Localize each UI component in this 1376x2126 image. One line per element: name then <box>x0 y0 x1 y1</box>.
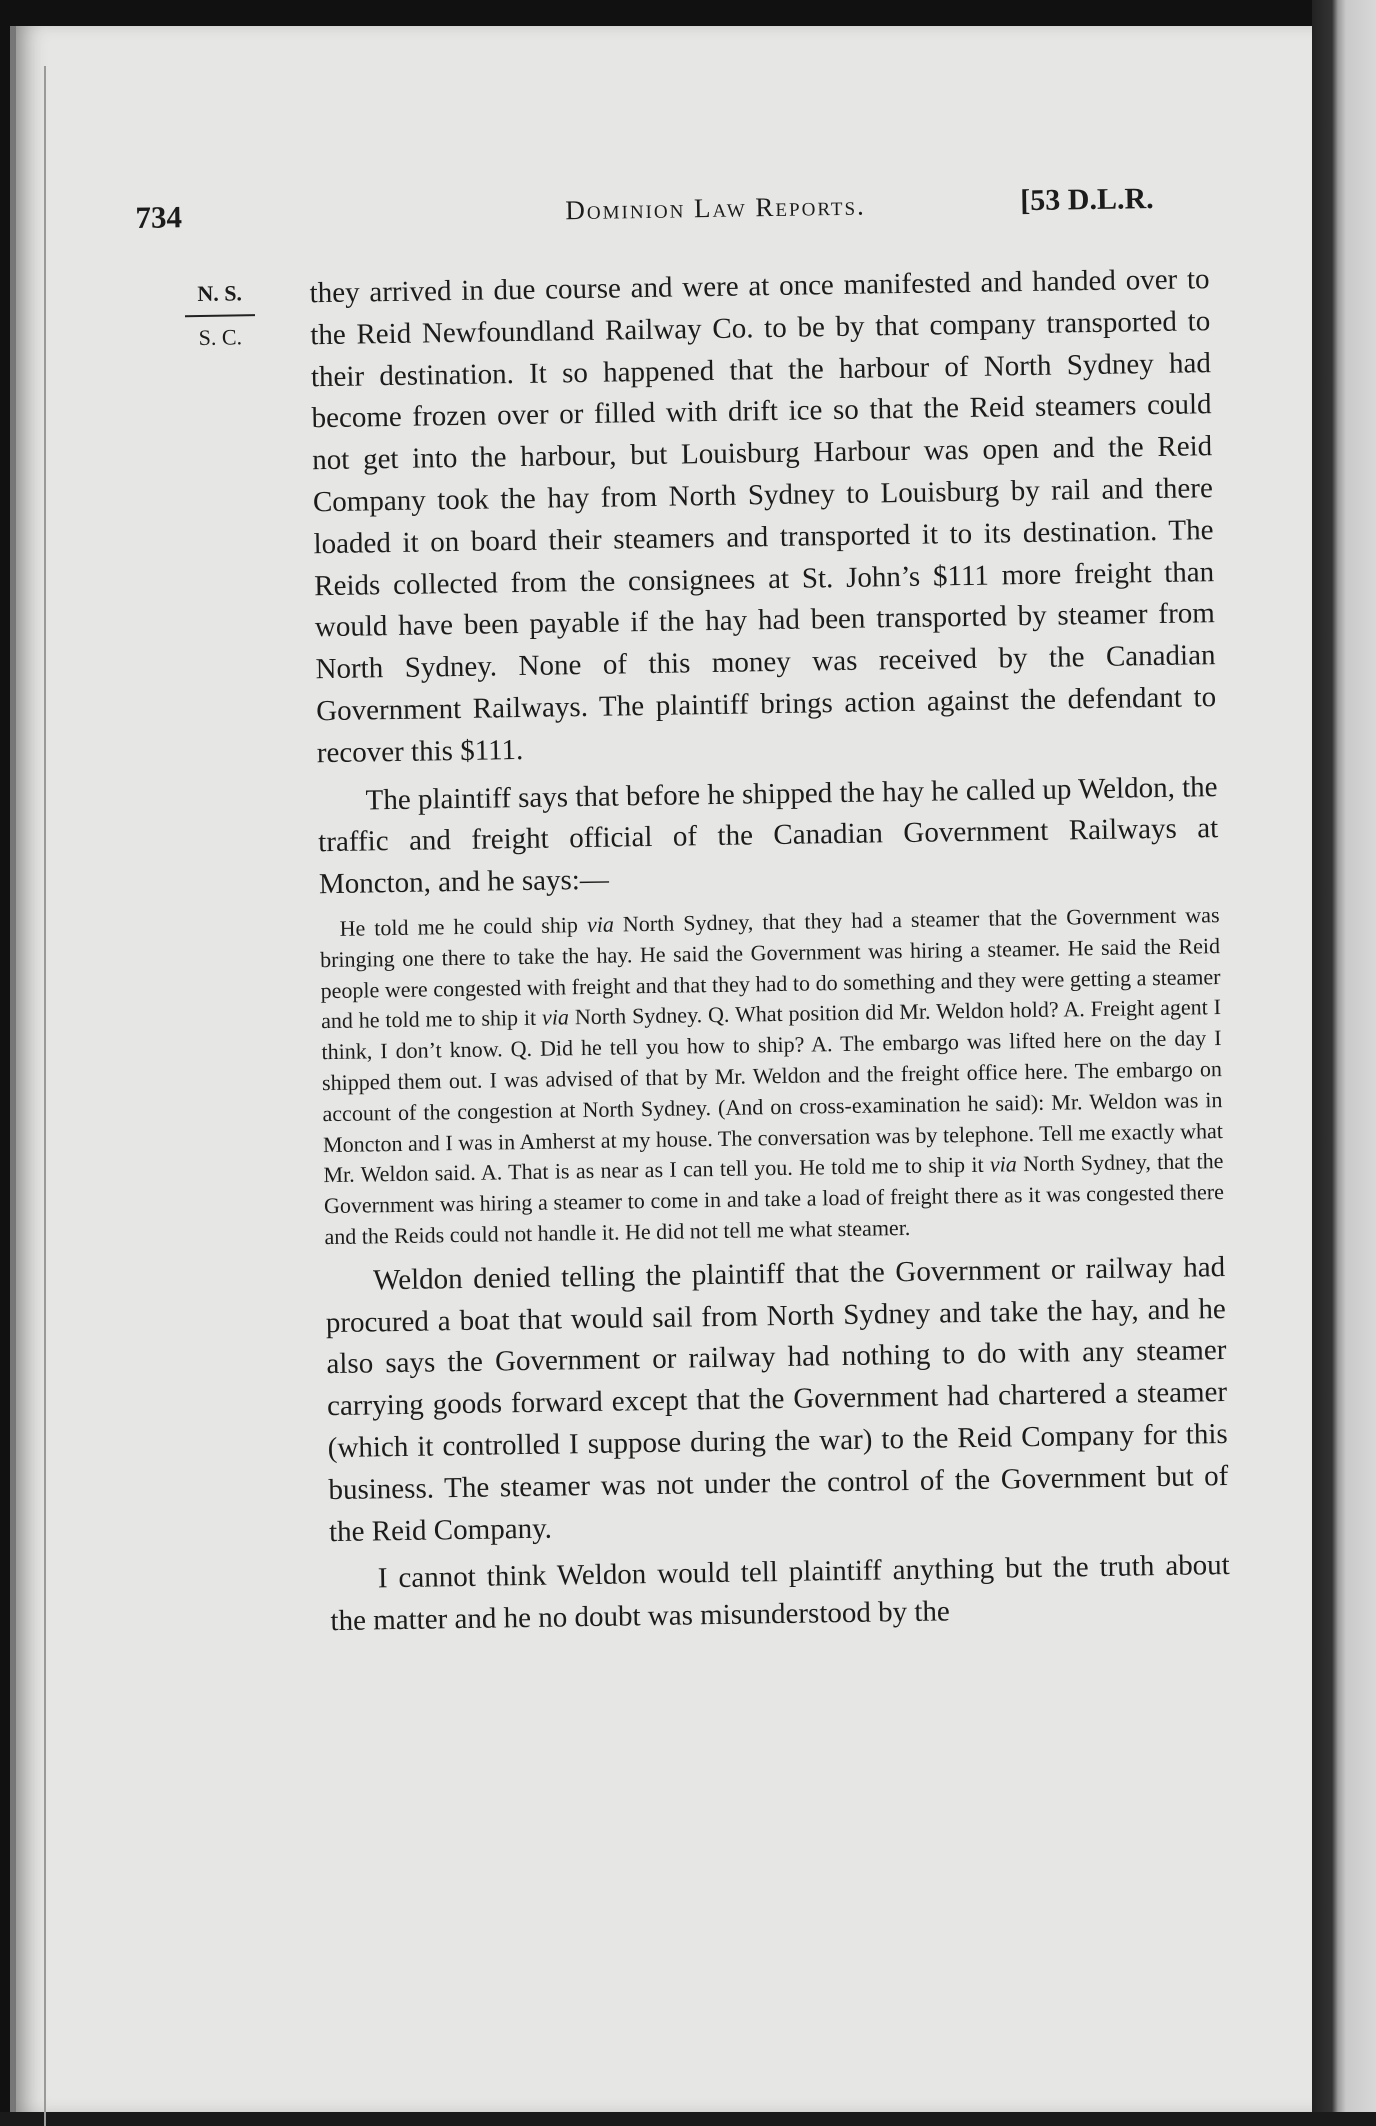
court-province: N. S. <box>184 274 255 317</box>
paragraph-4: I cannot think Weldon would tell plaintiff anything but the truth about the matter and he no doubt was misunderstood by the <box>330 1549 1230 1638</box>
court-margin-note <box>184 274 255 357</box>
quote-segment-3: North Sydney. Q. What position did Mr. Weldon hold? A. Freight agent I think, I don’t know. Q. Did he tell you how to ship? A. The embargo was lifted here on the day I shipped them out. I was advised of that by Mr. Weldon and the freight office here. The embargo on account of the congestion at North Sydney. (And on cross-examination he said): Mr. Weldon was in Moncton and I was in Amherst at my house. The conversation was by telephone. Tell me exactly what Mr. Weldon said. A. That is as near as I can tell you. He told me to ship it <box>321 994 1224 1188</box>
page-content <box>135 173 1238 1646</box>
quote-segment-4: North Sydney, that the Government was hiring a steamer to come in and take a load of freight there as it was congested there and the Reids could not handle it. He did not tell me what steamer. <box>323 1148 1225 1250</box>
running-title: Dominion Law Reports. <box>565 190 866 226</box>
volume-reference: [53 D.L.R. <box>1020 182 1154 218</box>
quote-via-3: via <box>989 1151 1017 1178</box>
quote-segment-1: He told me he could ship <box>339 911 588 941</box>
text-column <box>309 259 1230 1643</box>
court-name: S. C. <box>198 324 243 351</box>
paragraph-2: The plaintiff says that before he shipped the hay he called up Weldon, the traffic and freight official of the Canadian Government Railways at Moncton, and he says:— <box>318 770 1219 901</box>
quote-segment-2: North Sydney, that they had a steamer that the Government was bringing one there to take the hay. He said the Government was hiring a steamer. He said the Reid people were congested with freight and that they had to do something and they were getting a steamer and he told me to ship it <box>319 902 1221 1034</box>
body <box>136 259 1237 1646</box>
quote-via-1: via <box>586 911 615 937</box>
paragraph-1: they arrived in due course and were at once manifested and handed over to the Reid Newfoundland Railway Co. to be by that company transported to their destination. It so happened that the harbour of North Sydney had become frozen over or filled with drift ice so that the Reid steamers could not get into the harbour, but Louisburg Harbour was open and the Reid Company took the hay from North Sydney to Louisburg by rail and there loaded it on board their steamers and transported it to its destination. The Reids collected from the consignees at St. John’s $111 more freight than would have been payable if the hay had been transported by steamer from North Sydney. None of this money was received by the Canadian Government Railways. The plaintiff brings action against the defendant to recover this $111. <box>309 263 1217 769</box>
testimony-quote <box>319 900 1224 1253</box>
binding-shadow-line <box>44 66 46 2126</box>
page-number: 734 <box>135 199 183 235</box>
paragraph-3: Weldon denied telling the plaintiff that the Government or railway had procured a boat that would sail from North Sydney and take the hay, and he also says the Government or railway had nothing to do with any steamer carrying goods forward except that the Government had chartered a steamer (which it controlled I suppose during the war) to the Reid Company for this business. The steamer was not under the control of the Government but of the Reid Company. <box>325 1250 1229 1548</box>
next-page-edge <box>1312 0 1376 2112</box>
quote-via-2: via <box>541 1004 570 1031</box>
